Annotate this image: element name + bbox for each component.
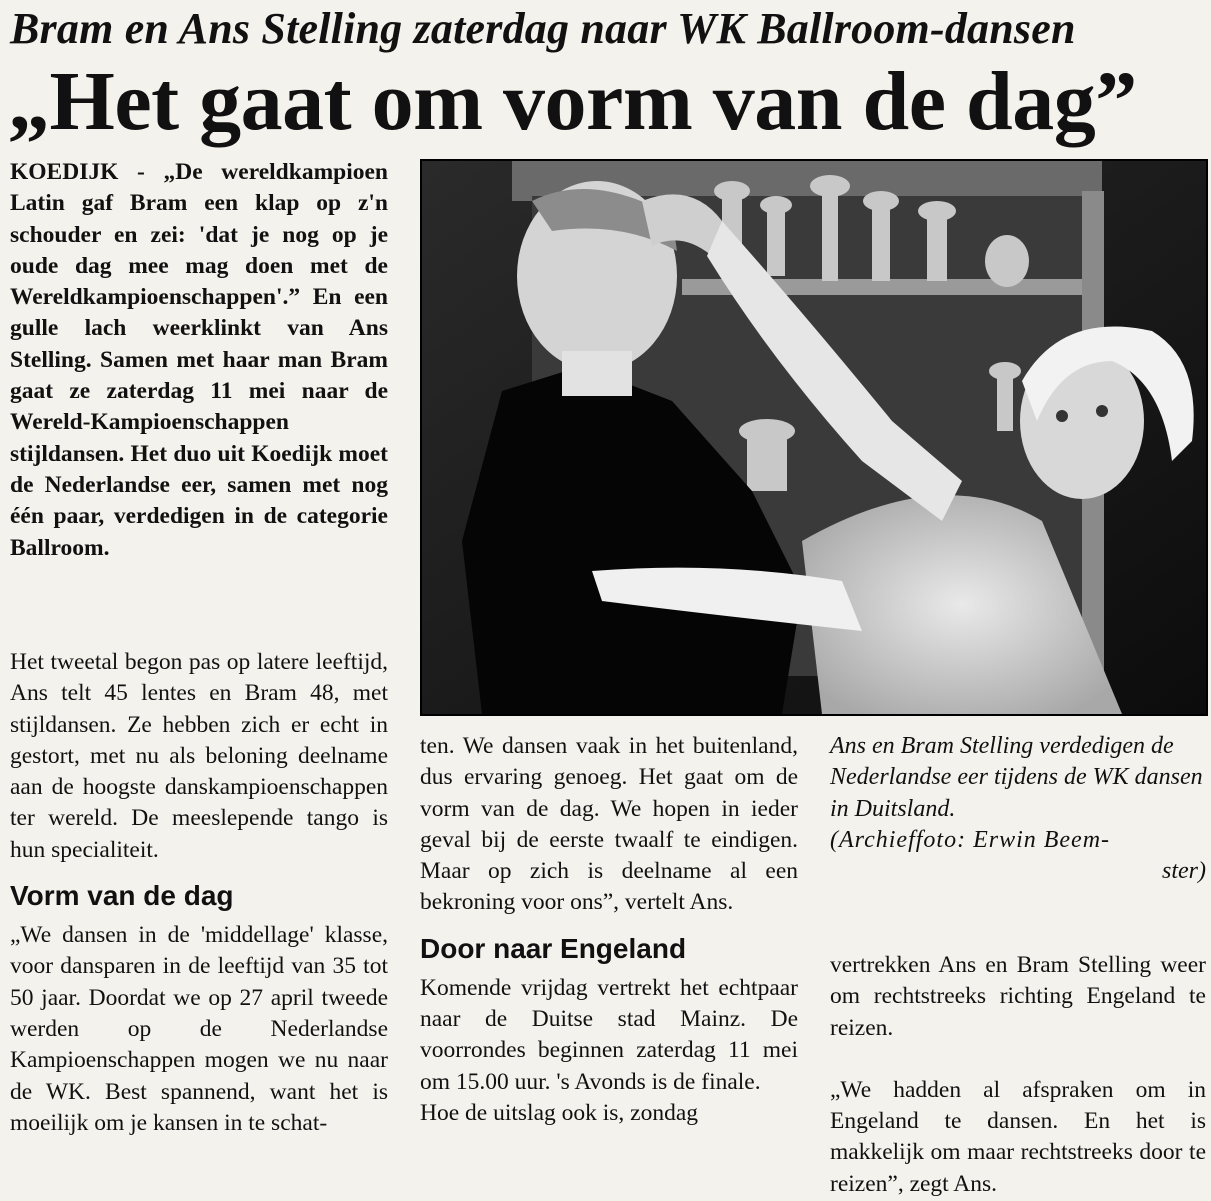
body-paragraph: „We hadden al afspraken om in Engeland te dansen. En het is makkelijk om maar rechtstreeks door te reizen”, zegt Ans. (830, 1076, 1206, 1197)
photo-illustration (422, 161, 1206, 714)
caption-text: Ans en Bram Stelling verdedigen de Nederlandse eer tijdens de WK dansen in Duitsland. (830, 733, 1203, 822)
body-paragraph: Komende vrijdag vertrekt het echtpaar naar de Duitse stad Mainz. De voorrondes beginnen zaterdag 11 mei om 15.00 uur. 's Avonds is de finale. (420, 974, 798, 1095)
body-paragraph: Het tweetal begon pas op latere leeftijd, Ans telt 45 lentes en Bram 48, met stijldansen. Ze hebben zich er echt in gestort, met nu als beloning deelname aan de hoogste danskampioenschappen ter wereld. De meeslepende tango is hun specialiteit. (10, 649, 388, 863)
photo-caption (830, 731, 1206, 887)
photo-credit: (Archieffoto: Erwin Beem- (830, 826, 1111, 853)
dancing-couple-photo (420, 159, 1208, 716)
photo-credit-end: ster) (1162, 858, 1206, 885)
body-paragraph: „We dansen in de 'middellage' klasse, voor dansparen in de leeftijd van 35 tot 50 jaar. Doordat we op 27 april tweede werden op de Nederlandse Kampioenschappen mogen we nu naar de WK. Best spannend, want het is moeilijk om je kansen in te schat- (10, 922, 388, 1136)
article-headline: „Het gaat om vorm van de dag” (8, 55, 1137, 148)
column-1 (10, 647, 388, 1139)
column-3 (830, 950, 1206, 1200)
subheading-door-naar-engeland: Door naar Engeland (420, 932, 687, 964)
article-kicker: Bram en Ans Stelling zaterdag naar WK Ballroom-dansen (10, 4, 1076, 53)
article-lead: KOEDIJK - „De wereldkampioen Latin gaf Bram een klap op z'n schouder en zei: 'dat je nog op je oude dag mee mag doen met de Wereldkampioenschappen'.” En een gulle lach weerklinkt van Ans Stelling. Samen met haar man Bram gaat ze zaterdag 11 mei naar de Wereld-Kampioenschappen stijldansen. Het duo uit Koedijk moet de Nederlandse eer, samen met nog één paar, verdedigen in de categorie Ballroom. (10, 159, 388, 561)
body-paragraph: ten. We dansen vaak in het buitenland, dus ervaring genoeg. Het gaat om de vorm van de dag. We hopen in ieder geval bij de eerste twaalf te eindigen. Maar op zich is deelname al een bekroning voor ons”, vertelt Ans. (420, 733, 798, 916)
body-paragraph: vertrekken Ans en Bram Stelling weer om rechtstreeks richting Engeland te reizen. (830, 952, 1206, 1041)
body-paragraph: Hoe de uitslag ook is, zondag (420, 1099, 699, 1126)
subheading-vorm-van-de-dag: Vorm van de dag (10, 880, 234, 912)
column-2 (420, 731, 798, 1129)
